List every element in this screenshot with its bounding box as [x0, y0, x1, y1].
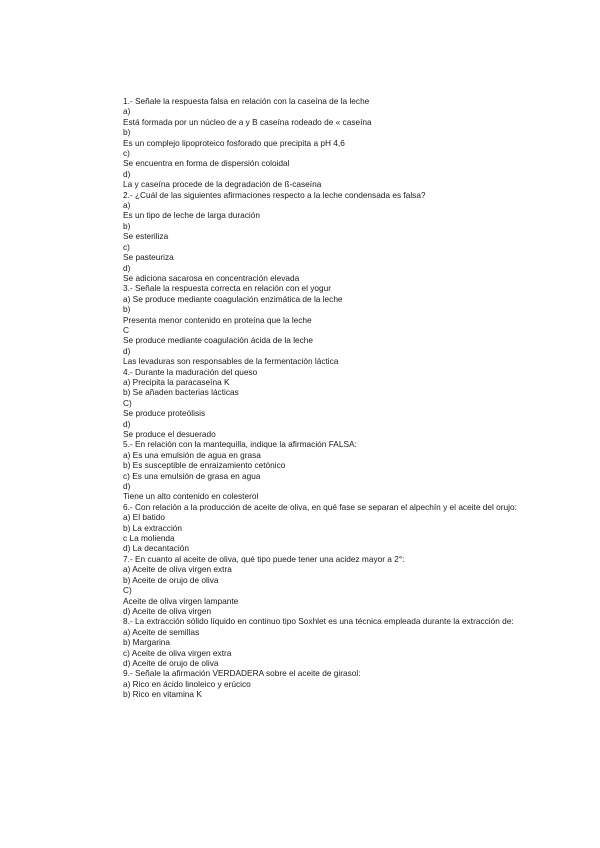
text-line: Se pasteuriza [123, 252, 174, 263]
text-line: Presenta menor contenido en proteína que la leche [123, 314, 312, 325]
text-line: b) Margarina [123, 637, 171, 648]
text-line: b) Aceite de orujo de oliva [123, 574, 219, 585]
text-line: C) [123, 397, 132, 408]
text-line: d) [123, 481, 131, 492]
text-line: b) Se añaden bacterias lácticas [123, 387, 239, 398]
exam-document [123, 96, 523, 700]
text-line: 9.- Señale la afirmación VERDADERA sobre el aceite de girasol: [123, 668, 361, 679]
text-line: Aceite de oliva virgen lampante [123, 595, 239, 606]
text-line: a) El batido [123, 512, 165, 523]
text-line: a) Precipita la paracaseína K [123, 376, 230, 387]
text-line: b) La extracción [123, 522, 183, 533]
text-line: 4.- Durante la maduración del queso [123, 366, 258, 377]
text-line: C) [123, 585, 132, 596]
text-line: 8.- La extracción sólido líquido en continuo tipo Soxhlet es una técnica empleada durante la extracción de: [123, 616, 514, 627]
text-line: a) Aceite de semillas [123, 626, 200, 637]
text-line: c La molienda [123, 533, 175, 544]
text-line: c) Aceite de oliva virgen extra [123, 647, 232, 658]
text-line: d) [123, 262, 131, 273]
text-line: d) [123, 418, 131, 429]
text-line: d) [123, 345, 131, 356]
text-line: a) [123, 106, 131, 117]
text-line: Está formada por un núcleo de a y B caseína rodeado de « caseína [123, 116, 372, 127]
text-line: b) [123, 127, 131, 138]
text-line: 6.- Con relación a la producción de aceite de oliva, en qué fase se separan el alpechín y el aceite del orujo: [123, 501, 517, 512]
text-line: Es un complejo lipoproteico fosforado que precipita a pH 4,6 [123, 137, 345, 148]
text-line: 7.- En cuanto al aceite de oliva, qué tipo puede tener una acidez mayor a 2°: [123, 553, 405, 564]
text-line: Es un tipo de leche de larga duración [123, 210, 260, 221]
text-line: d) Aceite de orujo de oliva [123, 657, 219, 668]
text-line: c) Es una emulsión de grasa en agua [123, 470, 261, 481]
text-line: 1.- Señale la respuesta falsa en relación con la caseína de la leche [123, 96, 370, 106]
text-line: d) [123, 168, 131, 179]
text-line: C [123, 324, 129, 335]
text-line: Se esteriliza [123, 231, 169, 242]
text-line: Se adiciona sacarosa en concentración elevada [123, 272, 300, 283]
text-line: Las levaduras son responsables de la fermentación láctica [123, 356, 339, 367]
text-line: a) Se produce mediante coagulación enzimática de la leche [123, 293, 343, 304]
text-line: Tiene un alto contenido en colesterol [123, 491, 259, 502]
text-line: a) [123, 200, 131, 211]
text-line: La y caseína procede de la degradación de ß-caseína [123, 179, 322, 190]
text-line: Se encuentra en forma de dispersión coloidal [123, 158, 290, 169]
text-line: Se produce el desuerado [123, 429, 216, 439]
text-line: 5.- En relación con la mantequilla, indique la afirmación FALSA: [123, 439, 357, 450]
text-line: a) Es una emulsión de agua en grasa [123, 449, 261, 460]
text-line: b) [123, 304, 131, 315]
text-line: c) [123, 148, 130, 159]
text-line: 2.- ¿Cuál de las siguientes afirmaciones respecto a la leche condensada es falsa? [123, 189, 426, 200]
text-line: b) Es susceptible de enraizamiento cetónico [123, 460, 286, 471]
text-line: a) Aceite de oliva virgen extra [123, 564, 232, 575]
text-line: d) La decantación [123, 543, 189, 554]
text-line: Se produce mediante coagulación ácida de la leche [123, 335, 314, 346]
text-line: a) Rico en ácido linoleico y erúcico [123, 678, 251, 689]
text-line: b) Rico en vitamina K [123, 689, 202, 700]
text-line: d) Aceite de oliva virgen [123, 605, 212, 616]
text-line: c) [123, 241, 130, 252]
text-line: Se produce proteólisis [123, 408, 206, 419]
text-line: 3.- Señale la respuesta correcta en relación con el yogur [123, 283, 332, 294]
text-line: b) [123, 220, 131, 231]
